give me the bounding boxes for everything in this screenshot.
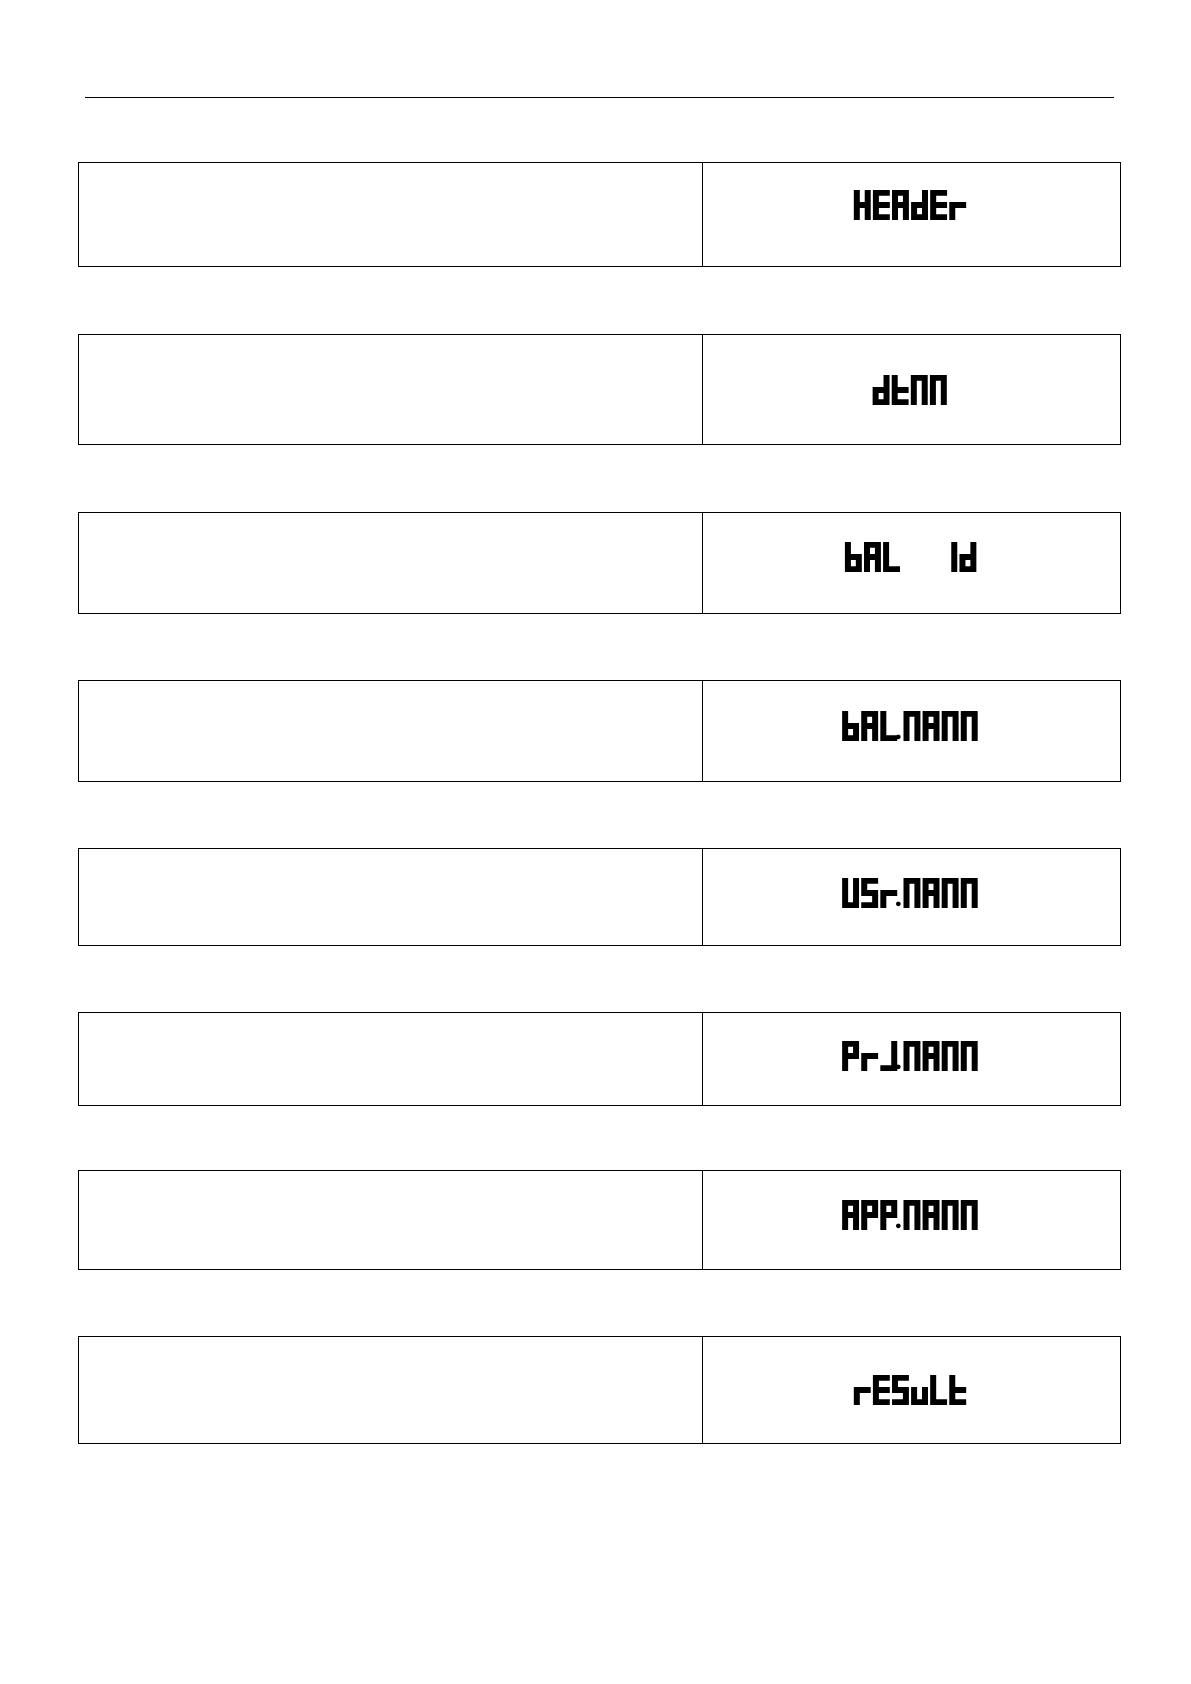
lcd-glyphs (833, 1041, 990, 1071)
row-display-cell (703, 513, 1120, 613)
row-display-cell (703, 849, 1120, 945)
menu-row (78, 334, 1121, 445)
lcd-glyphs (846, 1375, 977, 1405)
lcd-glyphs (867, 375, 955, 405)
row-display-cell (703, 1171, 1120, 1269)
header-rule (85, 97, 1114, 98)
menu-row (78, 162, 1121, 267)
menu-row (78, 1170, 1121, 1270)
row-description-cell (79, 1337, 703, 1443)
row-description-cell (79, 1171, 703, 1269)
lcd-display (703, 1200, 1120, 1230)
row-display-cell (703, 335, 1120, 444)
lcd-display (703, 375, 1120, 405)
row-display-cell (703, 681, 1120, 781)
row-description-cell (79, 513, 703, 613)
row-description-cell (79, 163, 703, 266)
lcd-display (703, 1375, 1120, 1405)
row-display-cell (703, 1013, 1120, 1105)
lcd-display (703, 711, 1120, 741)
row-description-cell (79, 849, 703, 945)
menu-row (78, 848, 1121, 946)
row-description-cell (79, 335, 703, 444)
lcd-display (703, 1041, 1120, 1071)
menu-row (78, 1012, 1121, 1106)
menu-row (78, 1336, 1121, 1444)
row-description-cell (79, 1013, 703, 1105)
row-description-cell (79, 681, 703, 781)
lcd-glyphs (846, 190, 977, 220)
row-display-cell (703, 1337, 1120, 1443)
menu-row (78, 680, 1121, 782)
row-display-cell (703, 163, 1120, 266)
lcd-glyphs (833, 711, 990, 741)
lcd-glyphs (836, 542, 988, 572)
lcd-display (703, 542, 1120, 572)
lcd-display (703, 878, 1120, 908)
lcd-glyphs (833, 1200, 990, 1230)
menu-row (78, 512, 1121, 614)
lcd-display (703, 190, 1120, 220)
lcd-glyphs (833, 878, 990, 908)
